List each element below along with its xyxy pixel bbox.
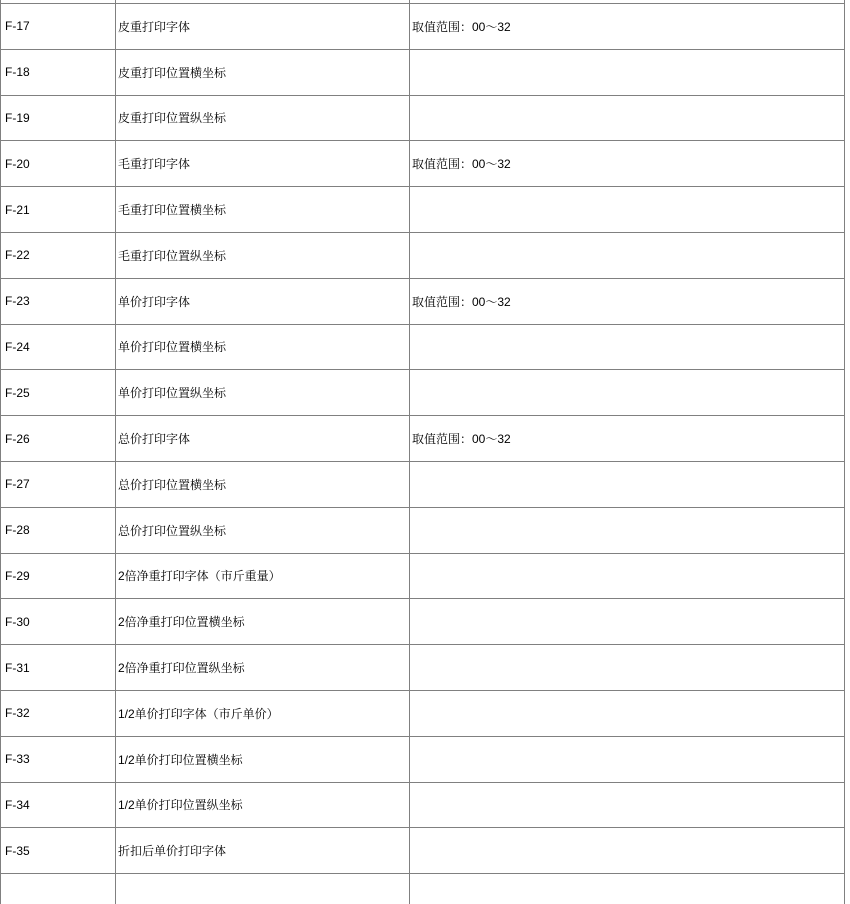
table-row xyxy=(1,416,845,462)
param-code-cell: F-28 xyxy=(1,507,116,553)
param-desc-cell: 皮重打印字体 xyxy=(116,4,410,50)
param-range-cell xyxy=(410,461,845,507)
param-code-cell: F-20 xyxy=(1,141,116,187)
table-row xyxy=(1,828,845,874)
param-range-cell xyxy=(410,370,845,416)
param-desc-cell: 总价打印字体 xyxy=(116,416,410,462)
param-desc-cell: 总价打印位置纵坐标 xyxy=(116,507,410,553)
param-range-cell xyxy=(410,95,845,141)
table-row xyxy=(1,645,845,691)
table-row xyxy=(1,278,845,324)
param-code-cell: F-34 xyxy=(1,782,116,828)
param-range-cell: 取值范围：00～32 xyxy=(410,278,845,324)
table-row xyxy=(1,95,845,141)
param-desc-cell: 1/2单价打印位置横坐标 xyxy=(116,736,410,782)
param-code-cell: F-22 xyxy=(1,232,116,278)
param-code-cell: F-23 xyxy=(1,278,116,324)
param-range-cell xyxy=(410,828,845,874)
param-code-cell: F-30 xyxy=(1,599,116,645)
table-row xyxy=(1,553,845,599)
table-row xyxy=(1,232,845,278)
param-code-cell: F-33 xyxy=(1,736,116,782)
param-code-cell: F-25 xyxy=(1,370,116,416)
table-row xyxy=(1,141,845,187)
param-desc-cell: 皮重打印位置纵坐标 xyxy=(116,95,410,141)
param-code-cell: F-17 xyxy=(1,4,116,50)
table-row xyxy=(1,782,845,828)
param-range-cell xyxy=(410,690,845,736)
param-code-cell: F-31 xyxy=(1,645,116,691)
param-range-cell xyxy=(410,599,845,645)
empty-cell xyxy=(410,874,845,904)
param-desc-cell: 1/2单价打印位置纵坐标 xyxy=(116,782,410,828)
param-range-cell: 取值范围：00～32 xyxy=(410,141,845,187)
param-code-cell: F-26 xyxy=(1,416,116,462)
table-row xyxy=(1,4,845,50)
table-row xyxy=(1,599,845,645)
param-desc-cell: 单价打印字体 xyxy=(116,278,410,324)
table-row xyxy=(1,507,845,553)
param-range-cell xyxy=(410,232,845,278)
param-code-cell: F-19 xyxy=(1,95,116,141)
param-desc-cell: 毛重打印位置纵坐标 xyxy=(116,232,410,278)
parameter-table-body xyxy=(1,0,845,904)
param-code-cell: F-24 xyxy=(1,324,116,370)
param-range-cell xyxy=(410,507,845,553)
empty-cell xyxy=(1,874,116,904)
param-code-cell: F-32 xyxy=(1,690,116,736)
table-row xyxy=(1,690,845,736)
table-row xyxy=(1,49,845,95)
param-desc-cell: 毛重打印字体 xyxy=(116,141,410,187)
param-range-cell xyxy=(410,782,845,828)
param-desc-cell: 折扣后单价打印字体 xyxy=(116,828,410,874)
param-desc-cell: 皮重打印位置横坐标 xyxy=(116,49,410,95)
param-range-cell xyxy=(410,324,845,370)
table-row xyxy=(1,187,845,233)
param-desc-cell: 单价打印位置横坐标 xyxy=(116,324,410,370)
param-code-cell: F-35 xyxy=(1,828,116,874)
table-row xyxy=(1,736,845,782)
param-code-cell: F-21 xyxy=(1,187,116,233)
param-desc-cell: 毛重打印位置横坐标 xyxy=(116,187,410,233)
param-desc-cell: 2倍净重打印位置横坐标 xyxy=(116,599,410,645)
param-desc-cell: 单价打印位置纵坐标 xyxy=(116,370,410,416)
param-range-cell xyxy=(410,553,845,599)
param-code-cell: F-18 xyxy=(1,49,116,95)
param-code-cell: F-27 xyxy=(1,461,116,507)
param-range-cell xyxy=(410,49,845,95)
param-range-cell: 取值范围：00～32 xyxy=(410,4,845,50)
param-range-cell xyxy=(410,736,845,782)
param-code-cell: F-29 xyxy=(1,553,116,599)
table-row xyxy=(1,370,845,416)
param-range-cell xyxy=(410,645,845,691)
table-row xyxy=(1,461,845,507)
param-desc-cell: 1/2单价打印字体（市斤单价） xyxy=(116,690,410,736)
param-desc-cell: 总价打印位置横坐标 xyxy=(116,461,410,507)
param-desc-cell: 2倍净重打印位置纵坐标 xyxy=(116,645,410,691)
empty-cell xyxy=(116,874,410,904)
param-range-cell xyxy=(410,187,845,233)
table-row xyxy=(1,324,845,370)
partial-row-bottom xyxy=(1,874,845,904)
param-desc-cell: 2倍净重打印字体（市斤重量） xyxy=(116,553,410,599)
param-range-cell: 取值范围：00～32 xyxy=(410,416,845,462)
